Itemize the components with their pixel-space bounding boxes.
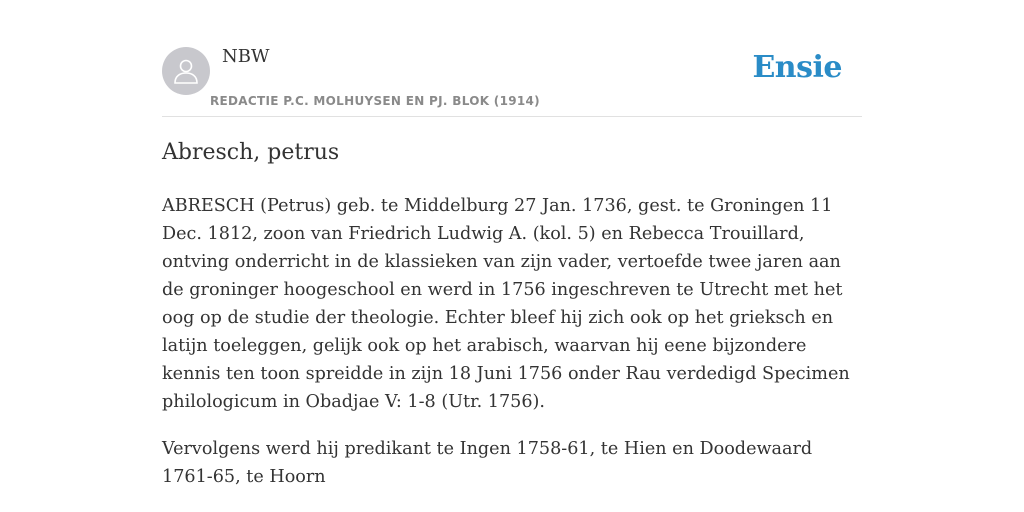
article-title: Abresch, petrus <box>162 140 340 165</box>
page-container <box>162 0 862 512</box>
author-header <box>162 0 862 117</box>
ensie-logo-link[interactable]: Ensie <box>752 50 842 85</box>
article-paragraph-2: Vervolgens werd hij predikant te Ingen 1758-61, te Hien en Doodewaard 1761-65, te Hoorn <box>162 439 813 487</box>
author-avatar[interactable] <box>162 47 210 95</box>
user-silhouette-icon <box>173 57 199 85</box>
article-paragraph-1: ABRESCH (Petrus) geb. te Middelburg 27 Jan. 1736, gest. te Groningen 11 Dec. 1812, zoon van Friedrich Ludwig A. (kol. 5) en Rebecca Trouillard, ontving onderricht in de klassieken van zijn vader, vertoefde twee jaren aan de groninger hoogeschool en werd in 1756 ingeschreven te Utrecht met het oog op de studie der theologie. Echter bleef hij zich ook op het grieksch en latijn toeleggen, gelijk ook op het arabisch, waarvan hij eene bijzondere kennis ten toon spreidde in zijn 18 Juni 1756 onder Rau verdedigd Specimen philologicum in Obadjae V: 1-8 (Utr. 1756). <box>162 196 850 412</box>
author-name[interactable]: NBW <box>222 46 270 67</box>
article-body <box>162 192 862 510</box>
author-source: REDACTIE P.C. MOLHUYSEN EN PJ. BLOK (1914) <box>210 94 540 108</box>
